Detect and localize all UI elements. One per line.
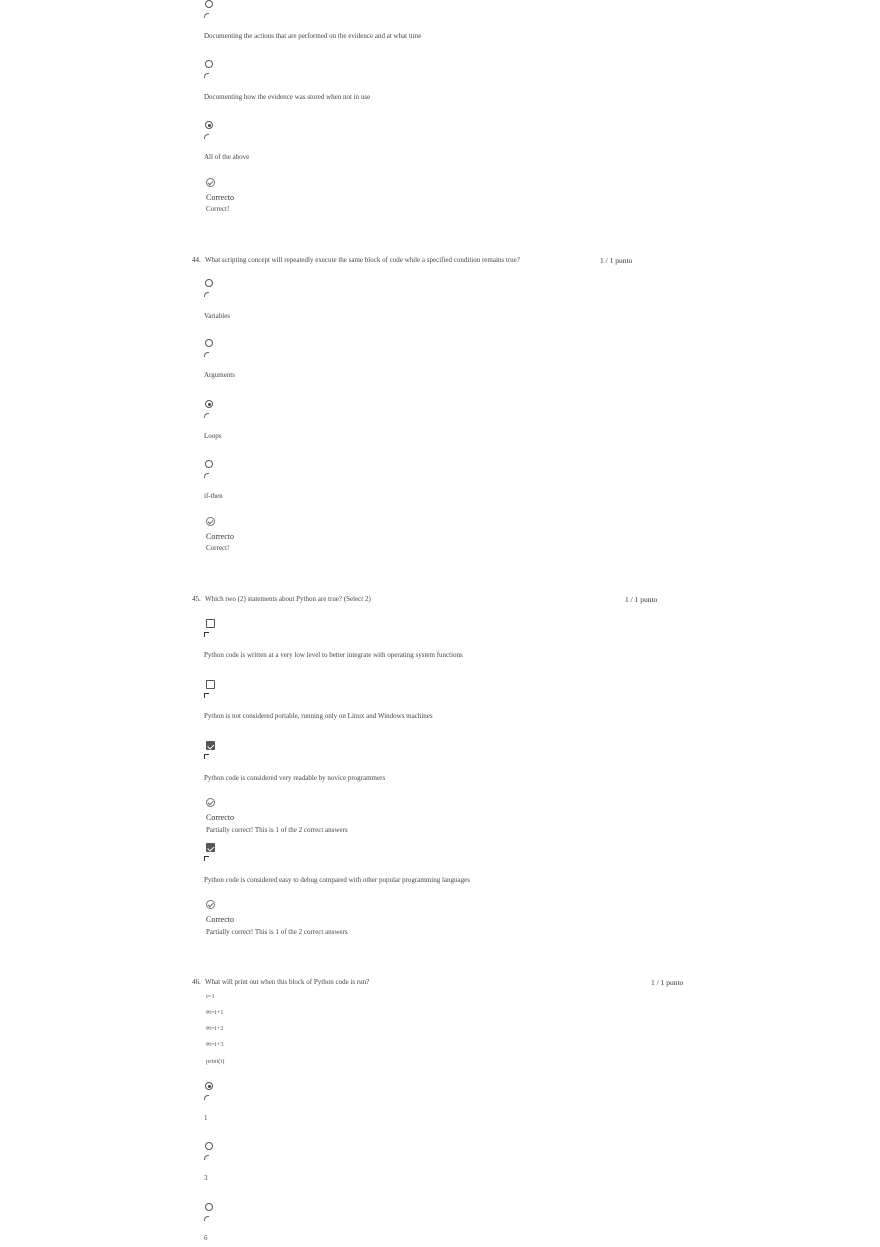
points-badge: 1 / 1 punto [651, 978, 684, 987]
feedback-text: Correct! [206, 544, 230, 552]
check-circle-icon [206, 178, 215, 187]
question-number: 45. [192, 595, 201, 603]
radio-button[interactable] [205, 1203, 213, 1211]
feedback-text: Partially correct! This is 1 of the 2 correct answers [206, 928, 348, 936]
option-label: 1 [204, 1114, 208, 1122]
points-badge: 1 / 1 punto [625, 595, 658, 604]
radio-button-selected[interactable] [205, 1082, 213, 1090]
radio-button-selected[interactable] [205, 121, 213, 129]
option-label: Arguments [204, 371, 235, 379]
radio-indicator-icon [204, 1216, 209, 1221]
question-text: Which two (2) statements about Python are true? (Select 2) [205, 595, 371, 603]
radio-button-selected[interactable] [205, 400, 213, 408]
radio-button[interactable] [205, 60, 213, 68]
feedback-text: Partially correct! This is 1 of the 2 correct answers [206, 826, 348, 834]
option-label: Documenting the actions that are performed on the evidence and at what time [204, 32, 422, 40]
feedback-text: Correct! [206, 205, 230, 213]
feedback-title: Correcto [206, 193, 234, 202]
radio-indicator-icon [204, 13, 209, 18]
checkbox-indicator-icon [204, 693, 209, 698]
option-label: 3 [204, 1174, 208, 1182]
option-label: Python code is written at a very low level to better integrate with operating system functions [204, 651, 463, 659]
question-text: What scripting concept will repeatedly execute the same block of code while a specified condition remains true? [205, 256, 520, 264]
option-label: Python is not considered portable, running only on Linux and Windows machines [204, 712, 433, 720]
feedback-title: Correcto [206, 915, 234, 924]
option-label: Documenting how the evidence was stored when not in use [204, 93, 371, 101]
radio-button[interactable] [205, 279, 213, 287]
question-number: 44. [192, 256, 201, 264]
radio-indicator-icon [204, 352, 209, 357]
radio-indicator-icon [204, 134, 209, 139]
radio-indicator-icon [204, 292, 209, 297]
option-label: Python code is considered easy to debug compared with other popular programming languages [204, 876, 470, 884]
code-line: print(i) [206, 1058, 225, 1065]
check-circle-icon [206, 798, 215, 807]
points-badge: 1 / 1 punto [600, 256, 633, 265]
checkbox-checked[interactable] [206, 741, 215, 750]
option-label: Loops [204, 432, 222, 440]
option-label: Variables [204, 312, 231, 320]
feedback-title: Correcto [206, 813, 234, 822]
check-circle-icon [206, 517, 215, 526]
radio-button[interactable] [205, 0, 213, 8]
radio-indicator-icon [204, 73, 209, 78]
checkbox-indicator-icon [204, 632, 209, 637]
checkbox[interactable] [206, 680, 215, 689]
question-number: 46. [192, 978, 201, 986]
checkbox-indicator-icon [204, 754, 209, 759]
radio-button[interactable] [205, 339, 213, 347]
code-line: #i=i+3 [206, 1041, 224, 1048]
radio-indicator-icon [204, 473, 209, 478]
option-label: Python code is considered very readable by novice programmers [204, 774, 386, 782]
radio-indicator-icon [204, 1095, 209, 1100]
checkbox-checked[interactable] [206, 843, 215, 852]
option-label: 6 [204, 1234, 208, 1242]
code-line: i=1 [206, 993, 215, 1000]
feedback-title: Correcto [206, 532, 234, 541]
radio-button[interactable] [205, 1142, 213, 1150]
question-text: What will print out when this block of Python code is run? [205, 978, 370, 986]
radio-indicator-icon [204, 413, 209, 418]
checkbox-indicator-icon [204, 856, 209, 861]
checkbox[interactable] [206, 619, 215, 628]
code-line: #i=i+2 [206, 1025, 224, 1032]
code-line: #i=i+1 [206, 1009, 224, 1016]
radio-indicator-icon [204, 1155, 209, 1160]
check-circle-icon [206, 900, 215, 909]
option-label: All of the above [204, 153, 250, 161]
option-label: if-then [204, 492, 223, 500]
radio-button[interactable] [205, 460, 213, 468]
